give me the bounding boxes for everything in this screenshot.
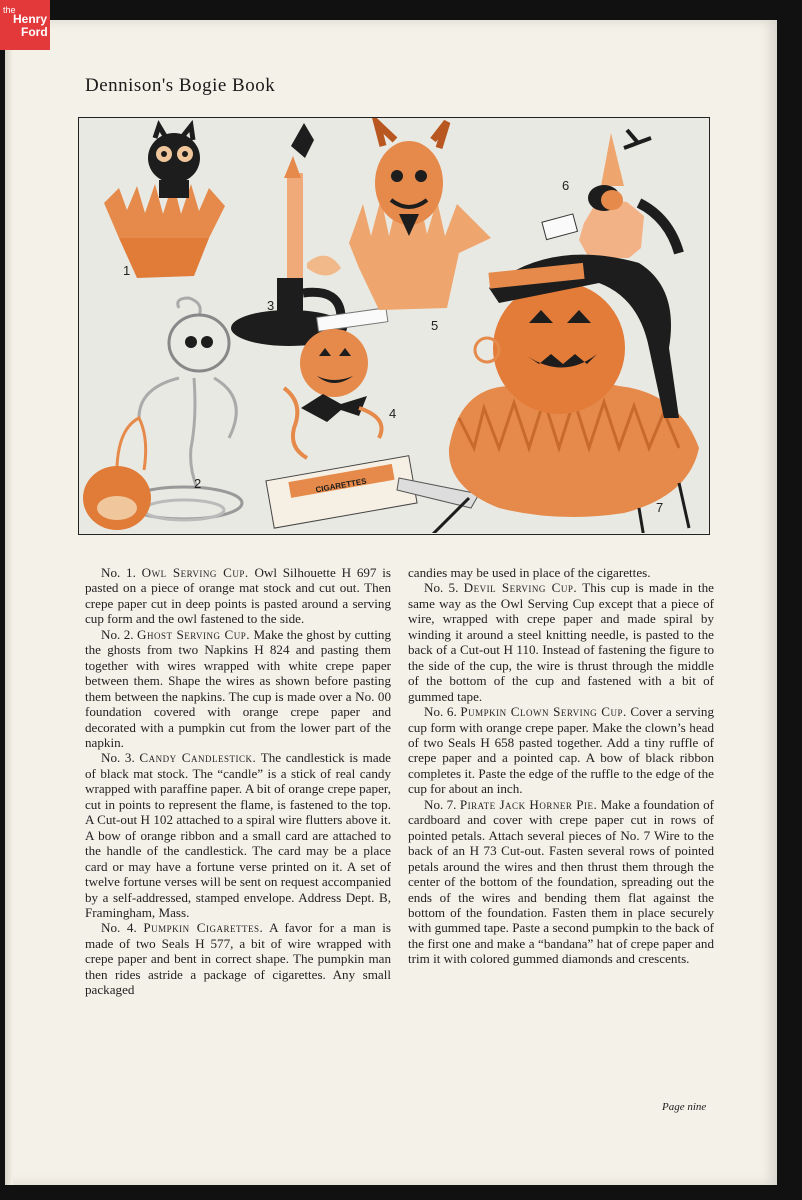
logo-line-1: the xyxy=(3,5,16,15)
paragraph-continuation: candies may be used in place of the cigarettes. xyxy=(408,565,651,580)
henry-ford-logo[interactable] xyxy=(0,0,50,50)
page-title: Dennison's Bogie Book xyxy=(85,75,276,96)
page-number: Page nine xyxy=(662,1101,707,1113)
text-column-right xyxy=(408,565,714,967)
paragraph-pumpkin-cigarettes: No. 4. Pumpkin Cigarettes. A favor for a man is made of two Seals H 577, a bit of wire wrapped with crepe paper and bent in correct shape. The pumpkin man then rides astride a package of cigarettes. Any small packaged xyxy=(85,920,392,998)
figure-label-3: 3 xyxy=(267,298,275,313)
halloween-illustration xyxy=(78,117,710,535)
paragraph-candy-candlestick: No. 3. Candy Candlestick. The candlestick is made of black mat stock. The “candle” is a stick of real candy wrapped with paraffine paper. A bit of orange crepe paper, cut in points to represent the flame, is fastened to the top. A Cut-out H 102 attached to a spiral wire flutters above it. A bow of orange ribbon and a small card are attached to the handle of the candlestick. The card may be a place card or may have a fortune verse printed on it. A set of twelve fortune verses will be sent on request accompanied by a self-addressed, stamped envelope. Address Dept. B, Framingham, Mass. xyxy=(85,750,391,920)
figure-label-4: 4 xyxy=(389,406,397,421)
cigarette-box-text: CIGARETTES xyxy=(314,476,368,495)
figure-label-5: 5 xyxy=(431,318,439,333)
paragraph-pirate-jack-horner-pie: No. 7. Pirate Jack Horner Pie. Make a foundation of cardboard and cover with crepe paper cut in rows of pointed petals. Attach several pieces of No. 7 Wire to the back of an H 73 Cut-out. Fasten several rows of pointed petals around the wires and then thrust them through the center of the bottom of the foundation, spreading out the ends of the wires and bending them flat against the bottom of the foundation. Fasten them in place securely with gummed tape. Paste a second pumpkin to the back of the first one and make a “bandana” hat of crepe paper and trim it with colored gummed diamonds and crescents. xyxy=(408,796,714,967)
logo-line-3: Ford xyxy=(21,25,48,39)
paragraph-pumpkin-clown-serving-cup: No. 6. Pumpkin Clown Serving Cup. Cover a serving cup form with orange crepe paper. Make the clown’s head of two Seals H 658 pasted together. Add a tiny ruffle of crepe paper and a pointed cap. A bow of black ribbon completes it. Paste the edge of the ruffle to the edge of the cup for about an inch. xyxy=(408,704,714,797)
logo-line-2: Henry xyxy=(13,12,48,26)
figure-label-1: 1 xyxy=(123,263,131,278)
page-spine xyxy=(5,20,13,1185)
paragraph-ghost-serving-cup: No. 2. Ghost Serving Cup. Make the ghost by cutting the ghosts from two Napkins H 824 and pasting them together with wires wrapped with white crepe paper between them. Shape the wires as shown before pasting them between the napkins. The cup is made over a No. 00 foundation covered with orange crepe paper and decorated with a pumpkin cut from the lower part of the napkin. xyxy=(85,626,391,750)
paragraph-owl-serving-cup: No. 1. Owl Serving Cup. Owl Silhouette H 697 is pasted on a piece of orange mat stock and cut out. Then crepe paper cut in deep points is pasted around a serving cup form and the owl fastened to the side. xyxy=(85,565,391,627)
text-column-left xyxy=(85,565,391,998)
figure-label-7: 7 xyxy=(656,500,664,515)
figure-label-6: 6 xyxy=(562,178,570,193)
figure-label-2: 2 xyxy=(194,476,202,491)
paragraph-devil-serving-cup: No. 5. Devil Serving Cup. This cup is made in the same way as the Owl Serving Cup except that a piece of wire, wrapped with crepe paper and made spiral by winding it around a steel knitting needle, is pasted to the back of a Cut-out H 110. Instead of fastening the figure to the side of the cup, the wire is thrust through the middle of the bottom of the cup and fastened with a bit of gummed tape. xyxy=(408,580,714,704)
